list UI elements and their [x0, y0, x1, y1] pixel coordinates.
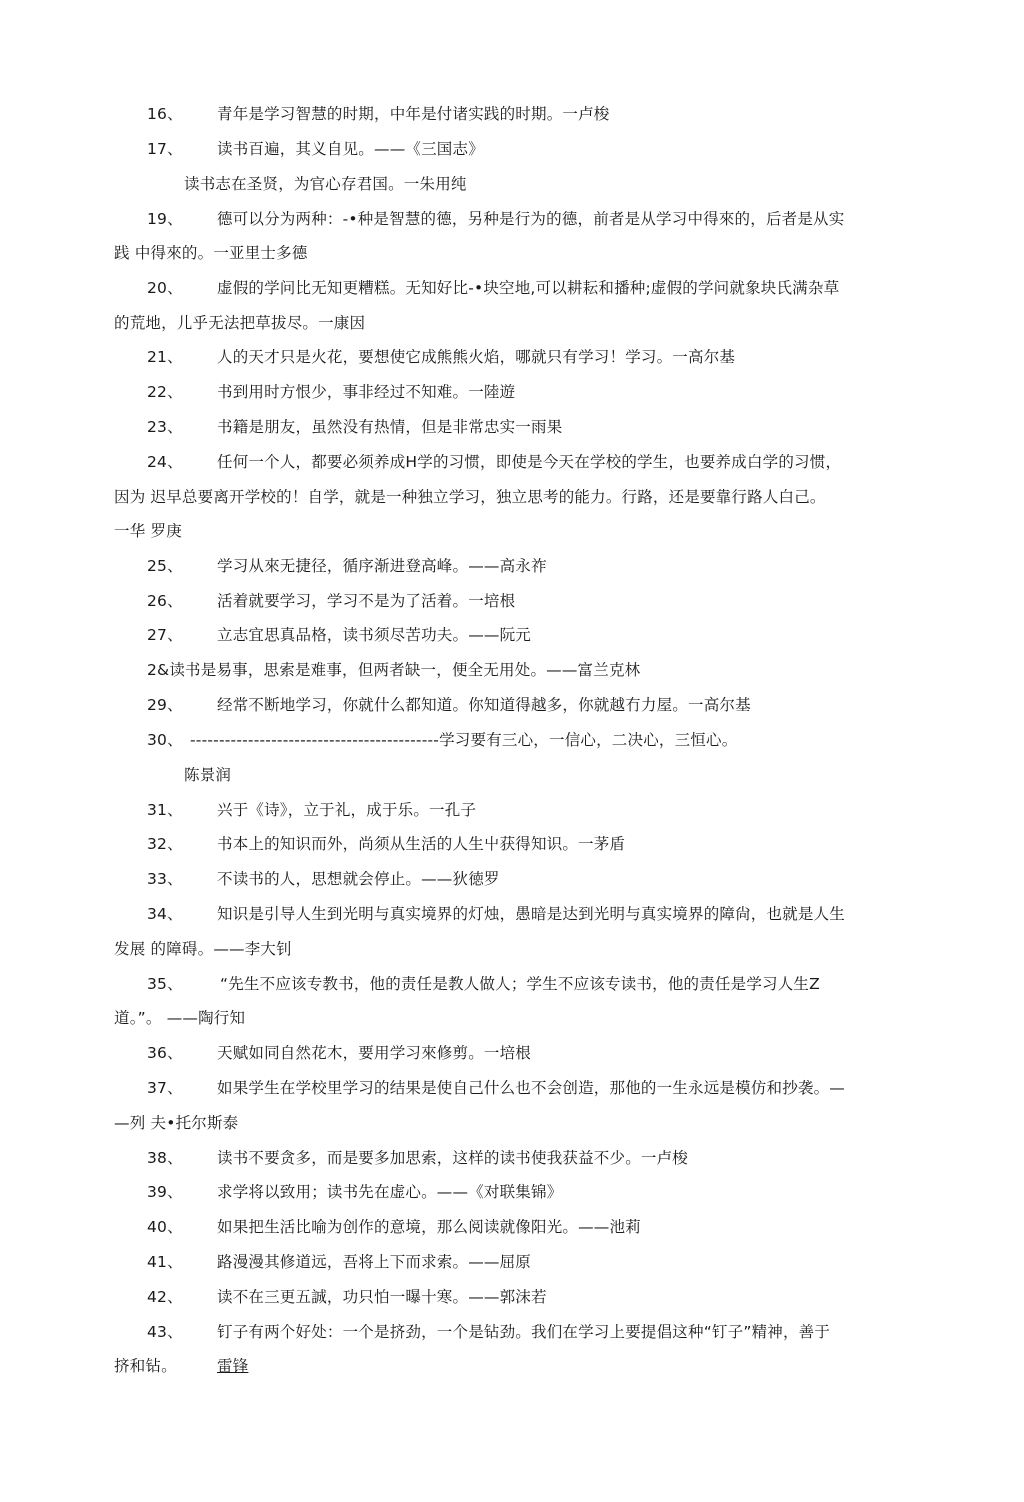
- item-continuation: 的荒地，儿乎无法把草拔尽。一康因: [114, 314, 366, 332]
- item-text: 如果把生活比喻为创作的意境，那么阅读就像阳光。——池莉: [217, 1218, 641, 1236]
- item-continuation: 因为 迟早总要离开学校的！自学，就是一种独立学习，独立思考的能力。行路，还是要靠行路人白己。: [114, 488, 826, 506]
- item-number: 22、: [147, 383, 183, 401]
- item-continuation: 践 中得來的。一亚里士多德: [114, 244, 308, 262]
- item-number: 21、: [147, 348, 183, 366]
- item-number: 29、: [147, 696, 183, 714]
- item-text: 人的天才只是火花，要想使它成熊熊火焰，哪就只有学习！学习。一高尔基: [217, 348, 736, 366]
- item-text: 书本上的知识而外，尚须从生活的人生屮获得知识。一茅盾: [217, 835, 626, 853]
- author-link: 雷锋: [217, 1357, 249, 1375]
- item-number: 37、: [147, 1079, 183, 1097]
- item-text: 知识是引导人生到光明与真实境界的灯烛，愚暗是达到光明与真实境界的障尙，也就是人生: [217, 905, 846, 923]
- item-text: 读不在三更五誠，功只怕一曝十寒。——郭沫若: [217, 1288, 547, 1306]
- item-continuation: 道。”。 ——陶行知: [114, 1009, 246, 1027]
- item-number: 23、: [147, 418, 183, 436]
- item-number: 40、: [147, 1218, 183, 1236]
- item-text: 书到用时方恨少，事非经过不知难。一陸遊: [217, 383, 516, 401]
- item-number: 35、: [147, 975, 183, 993]
- item-number: 39、: [147, 1183, 183, 1201]
- item-continuation: 发展 的障碍。——李大钊: [114, 940, 292, 958]
- list-item: 读书志在圣贤，为官心存君国。一朱用纯: [184, 175, 467, 193]
- item-text: 书籍是朋友，虽然没有热情，但是非常忠实一雨果: [217, 418, 563, 436]
- item-number: 33、: [147, 870, 183, 888]
- item-text: 任何一个人，都要必须养成H学的习惯，即使是今天在学校的学生，也要养成白学的习惯，: [217, 453, 842, 471]
- item-number: 41、: [147, 1253, 183, 1271]
- item-number: 19、: [147, 210, 183, 228]
- item-number: 31、: [147, 801, 183, 819]
- item-number: 30、: [147, 731, 183, 749]
- item-number: 43、: [147, 1323, 183, 1341]
- item-text: 立志宜思真品格，读书须尽苦功夫。——阮元: [217, 626, 532, 644]
- item-text: -------------------------------------------学习要有三心，一信心，二决心，三恒心。: [190, 731, 738, 749]
- item-text: 路漫漫其修道远，吾将上下而求索。——屈原: [217, 1253, 532, 1271]
- item-number: 17、: [147, 140, 183, 158]
- item-text: 学习从來无捷径，循序渐进登高峰。——高永祚: [217, 557, 547, 575]
- item-text: 读书不要贪多，而是要多加思索，这样的读书使我获益不少。一卢梭: [217, 1149, 689, 1167]
- item-text: 兴于《诗》，立于礼，成于乐。一孔子: [217, 801, 477, 819]
- item-text: 青年是学习智慧的时期，中年是付诸实践的时期。一卢梭: [217, 105, 610, 123]
- item-number: 25、: [147, 557, 183, 575]
- item-continuation: 一华 罗庚: [114, 522, 182, 540]
- item-text: 钉子有两个好处：一个是挤劲，一个是钻劲。我们在学习上要提倡这种“钉子”精神，善于: [217, 1323, 831, 1341]
- item-continuation: [114, 1355, 249, 1377]
- item-text: “先生不应该专教书，他的责任是教人做人；学生不应该专读书，他的责任是学习人生Z: [220, 975, 820, 993]
- item-text: 德可以分为两种：-•种是智慧的德，另种是行为的德，前者是从学习中得來的，后者是从实: [217, 210, 845, 228]
- item-continuation: —列 夫•托尔斯泰: [114, 1114, 239, 1132]
- item-number: 34、: [147, 905, 183, 923]
- item-number: 42、: [147, 1288, 183, 1306]
- item-text: 经常不断地学习，你就什么都知道。你知道得越多，你就越冇力屋。一高尔基: [217, 696, 751, 714]
- item-number: 38、: [147, 1149, 183, 1167]
- item-text: 虚假的学问比无知更糟糕。无知好比-•块空地,可以耕耘和播种;虚假的学问就象块氏满杂草: [217, 279, 840, 297]
- item-text: 天赋如同自然花木，要用学习來修剪。一培根: [217, 1044, 532, 1062]
- item-continuation-text: 挤和钻。: [114, 1357, 177, 1375]
- item-text: 如果学生在学校里学习的结果是使自己什么也不会创造，那他的一生永远是模仿和抄袭。—: [217, 1079, 846, 1097]
- item-number: 32、: [147, 835, 183, 853]
- item-text: 求学将以致用；读书先在虚心。——《对联集锦》: [217, 1183, 563, 1201]
- item-text: 不读书的人，思想就会停止。——狄徳罗: [217, 870, 500, 888]
- item-number: 16、: [147, 105, 183, 123]
- item-number: 20、: [147, 279, 183, 297]
- item-number: 24、: [147, 453, 183, 471]
- item-number: 27、: [147, 626, 183, 644]
- item-number: 36、: [147, 1044, 183, 1062]
- item-text: 读书百遍，其义自见。——《三国志》: [217, 140, 484, 158]
- list-item: 陈景润: [184, 766, 232, 784]
- item-number: 26、: [147, 592, 183, 610]
- list-item: 2&读书是易事，思索是难事，但两者缺一，便全无用处。——富兰克林: [147, 661, 641, 679]
- item-text: 活着就要学习，学习不是为了活着。一培根: [217, 592, 516, 610]
